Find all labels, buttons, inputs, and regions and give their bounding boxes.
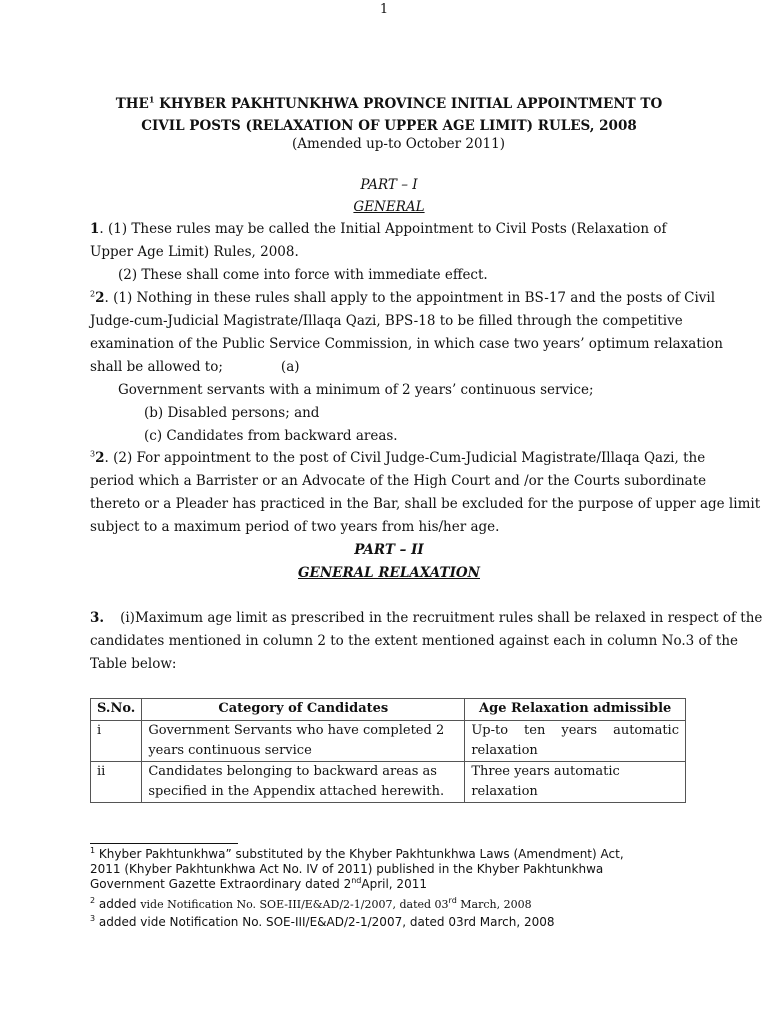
footnote-marker: 1 <box>90 846 96 855</box>
table-cell: ii <box>91 762 142 803</box>
rule-2-item-a-marker: (a) <box>280 359 300 375</box>
table-header-row <box>91 699 686 721</box>
table-cell: Up-to ten years automatic relaxation <box>465 721 686 762</box>
rule-1-subrule: (2) These shall come into force with immediate effect. <box>118 267 488 283</box>
footnote-3 <box>90 915 690 930</box>
table-header: S.No. <box>91 699 142 721</box>
table-cell: Government Servants who have completed 2 years continuous service <box>142 721 465 762</box>
rule-2-2-number: 2 <box>95 450 105 466</box>
footnote-line: 2011 (Khyber Pakhtunkhwa Act No. IV of 2011) published in the Khyber Pakhtunkhwa <box>90 862 604 876</box>
rule-3 <box>90 607 763 676</box>
footnote-sup: nd <box>351 876 362 885</box>
footnote-separator <box>90 843 238 844</box>
rule-1-number: 1 <box>90 221 100 237</box>
rule-2-line: Judge-cum-Judicial Magistrate/Illaqa Qazi, BPS-18 to be filled through the competitive <box>90 313 683 329</box>
footnote-ref: 3 <box>90 449 96 459</box>
footnote-ref: 2 <box>90 289 96 299</box>
rule-2-line: examination of the Public Service Commission, in which case two years’ optimum relaxation <box>90 336 723 352</box>
document-title <box>90 93 688 137</box>
rule-1-line: . (1) These rules may be called the Initial Appointment to Civil Posts (Relaxation of <box>99 221 667 237</box>
table-row <box>91 762 686 803</box>
table-header: Category of Candidates <box>142 699 465 721</box>
rule-2-line: shall be allowed to; <box>90 359 223 375</box>
part-1-subheading: GENERAL <box>353 199 425 215</box>
rule-1 <box>90 218 688 287</box>
title-line-2: CIVIL POSTS (RELAXATION OF UPPER AGE LIMIT) RULES, 2008 <box>141 118 637 134</box>
rule-2-number: 2 <box>95 290 105 306</box>
table-cell: Candidates belonging to backward areas as specified in the Appendix attached herewith. <box>142 762 465 803</box>
footnote-marker: 2 <box>90 896 96 905</box>
footnote-line: vide Notification No. SOE-III/E&AD/2-1/2007, dated 03 <box>140 898 449 911</box>
footnote-1 <box>90 847 690 892</box>
part-1-heading: PART – I <box>360 177 418 193</box>
footnote-line: added <box>95 897 141 911</box>
footnote-line: Government Gazette Extraordinary dated 2 <box>90 877 352 891</box>
amended-note: (Amended up-to October 2011) <box>292 136 505 152</box>
footnote-line: Khyber Pakhtunkhwa” substituted by the Khyber Pakhtunkhwa Laws (Amendment) Act, <box>95 847 624 861</box>
rule-2-2 <box>90 447 761 539</box>
rule-1-line: Upper Age Limit) Rules, 2008. <box>90 244 299 260</box>
title-line-1: THE$^1$ KHYBER PAKHTUNKHWA PROVINCE INITIAL APPOINTMENT TO <box>115 94 663 112</box>
footnote-2 <box>90 897 690 912</box>
rule-3-line: candidates mentioned in column 2 to the extent mentioned against each in column No.3 of the <box>90 633 739 649</box>
page-number: 1 <box>379 2 389 17</box>
relaxation-table <box>90 698 686 803</box>
footnote-sup: rd <box>448 896 457 905</box>
part-2-subheading: GENERAL RELAXATION <box>298 565 480 581</box>
rule-2-item-c: (c) Candidates from backward areas. <box>144 428 398 444</box>
rule-3-line: (i)Maximum age limit as prescribed in the recruitment rules shall be relaxed in respect of the <box>120 610 763 626</box>
rule-2-2-line: period which a Barrister or an Advocate of the High Court and /or the Courts subordinate <box>90 473 707 489</box>
rule-2-item-b: (b) Disabled persons; and <box>144 405 320 421</box>
rule-2-1 <box>90 287 723 448</box>
rule-2-line: . (1) Nothing in these rules shall apply to the appointment in BS-17 and the posts of Civil <box>104 290 716 306</box>
rule-2-2-line: thereto or a Pleader has practiced in the Bar, shall be excluded for the purpose of upper age limit <box>90 496 761 512</box>
footnote-line: March, 2008 <box>456 898 532 911</box>
rule-2-2-line: . (2) For appointment to the post of Civil Judge-Cum-Judicial Magistrate/Illaqa Qazi, the <box>104 450 706 466</box>
table-row <box>91 721 686 762</box>
table-cell: Three years automatic relaxation <box>465 762 686 803</box>
rule-3-number: 3. <box>90 610 105 626</box>
rule-2-item-a: Government servants with a minimum of 2 years’ continuous service; <box>118 382 594 398</box>
rule-3-line: Table below: <box>90 656 177 672</box>
table-cell: i <box>91 721 142 762</box>
part-2-heading: PART – II <box>354 542 424 558</box>
rule-2-2-line: subject to a maximum period of two years from his/her age. <box>90 519 500 535</box>
footnote-marker: 3 <box>90 914 96 923</box>
footnote-line: April, 2011 <box>361 877 427 891</box>
table-header: Age Relaxation admissible <box>465 699 686 721</box>
footnote-line: added vide Notification No. SOE-III/E&AD/2-1/2007, dated 03rd March, 2008 <box>95 915 555 929</box>
